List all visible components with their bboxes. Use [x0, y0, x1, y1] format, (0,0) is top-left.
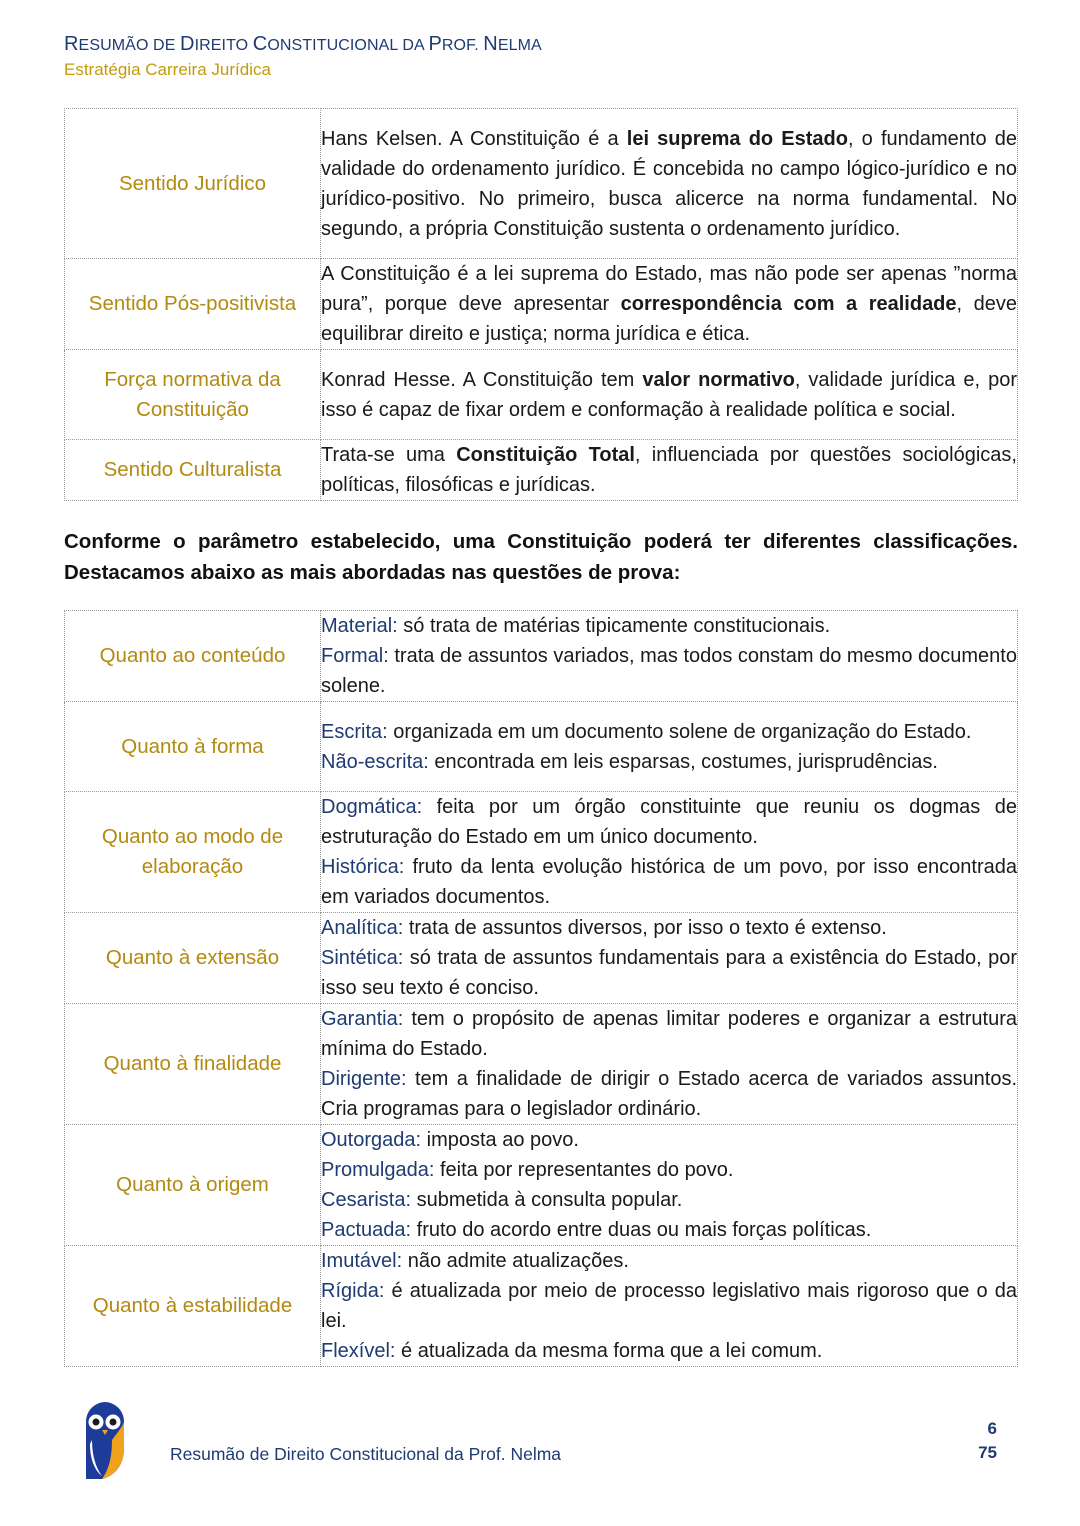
classification-text: encontrada em leis esparsas, costumes, jurisprudências. — [428, 750, 938, 773]
classification-table — [64, 610, 1018, 1367]
classification-row — [65, 1246, 1018, 1367]
title-initial: D — [180, 33, 195, 55]
classification-text: trata de assuntos diversos, por isso o texto é extenso. — [403, 917, 887, 939]
classification-row — [65, 1125, 1018, 1246]
title-initial: N — [483, 33, 498, 55]
classification-item — [321, 611, 1017, 641]
classification-item — [321, 1336, 1017, 1366]
title-initial: P — [428, 33, 442, 55]
classification-label: Quanto à origem — [65, 1125, 321, 1246]
description-text: Konrad Hesse. A Constituição tem — [321, 368, 643, 391]
description-text: , o fundamento de validade do ordenamento jurídico. É concebida no campo lógico-jurídico e no jurídico-positivo. No primeiro, busca alicerce na norma fundamental. No segundo, a própria Constituição sustenta o ordenamento jurídico. — [321, 127, 1017, 240]
classification-term: Cesarista: — [321, 1189, 412, 1211]
classification-term: Sintética: — [321, 947, 404, 969]
description-text: , influenciada por questões sociológicas, políticas, filosóficas e jurídicas. — [321, 444, 1017, 496]
classification-term: Histórica: — [321, 856, 405, 878]
classification-term: Formal: — [321, 645, 389, 667]
classification-term: Dogmática: — [321, 796, 423, 818]
classification-item — [321, 1125, 1017, 1155]
classification-item — [321, 852, 1017, 912]
classification-term: Garantia: — [321, 1008, 404, 1030]
description-text: , deve equilibrar direito e justiça; norma jurídica e ética. — [321, 293, 1017, 345]
classification-term: Imutável: — [321, 1250, 403, 1272]
concept-description — [321, 259, 1018, 350]
classification-term: Outorgada: — [321, 1129, 422, 1151]
concept-description — [321, 440, 1018, 501]
classification-text: tem o propósito de apenas limitar poderes e organizar a estrutura mínima do Estado. — [321, 1008, 1017, 1060]
concept-description — [321, 350, 1018, 440]
title-smallcaps: ONSTITUCIONAL DA — [267, 37, 429, 54]
classification-text: é atualizada da mesma forma que a lei comum. — [395, 1340, 823, 1362]
classification-label: Quanto à finalidade — [65, 1004, 321, 1125]
classification-item — [321, 1215, 1017, 1245]
classification-text: organizada em um documento solene de organização do Estado. — [387, 720, 972, 743]
classification-text: tem a finalidade de dirigir o Estado acerca de variados assuntos. Cria programas para o legislador ordinário. — [321, 1068, 1017, 1120]
classification-item — [321, 1246, 1017, 1276]
emphasis-text: lei suprema do Estado — [626, 127, 848, 150]
page-number: 6 — [987, 1419, 997, 1438]
owl-logo-icon — [82, 1400, 128, 1480]
classification-item — [321, 1155, 1017, 1185]
classification-description — [321, 1004, 1018, 1125]
title-initial: C — [252, 33, 268, 55]
classification-term: Dirigente: — [321, 1068, 407, 1090]
footer-title: Resumão de Direito Constitucional da Prof. Nelma — [170, 1444, 562, 1464]
classification-row — [65, 702, 1018, 792]
classification-term: Flexível: — [321, 1340, 396, 1362]
classification-label: Quanto à forma — [65, 702, 321, 792]
concept-label: Sentido Culturalista — [65, 440, 321, 501]
classification-description — [321, 1246, 1018, 1367]
classification-term: Não-escrita: — [321, 750, 429, 773]
title-smallcaps: IREITO — [194, 37, 253, 54]
classification-label: Quanto ao conteúdo — [65, 611, 321, 702]
classification-text: imposta ao povo. — [421, 1129, 579, 1151]
title-smallcaps: ESUMÃO DE — [78, 37, 181, 54]
description-text: , validade jurídica e, por isso é capaz de fixar ordem e conformação à realidade política e social. — [321, 368, 1017, 421]
emphasis-text: valor normativo — [642, 368, 795, 391]
classification-row — [65, 1004, 1018, 1125]
classification-item — [321, 1004, 1017, 1064]
classification-term: Promulgada: — [321, 1159, 435, 1181]
classification-term: Escrita: — [321, 720, 388, 743]
classification-description — [321, 1125, 1018, 1246]
classification-text: só trata de assuntos fundamentais para a existência do Estado, por isso seu texto é conciso. — [321, 947, 1017, 999]
emphasis-text: correspondência com a realidade — [620, 293, 957, 315]
classification-text: trata de assuntos variados, mas todos constam do mesmo documento solene. — [321, 645, 1017, 697]
classification-text: submetida à consulta popular. — [411, 1189, 683, 1211]
concept-label: Sentido Pós-positivista — [65, 259, 321, 350]
concept-label: Força normativa da Constituição — [65, 350, 321, 440]
classification-description — [321, 702, 1018, 792]
classification-description — [321, 913, 1018, 1004]
description-text: Hans Kelsen. A Constituição é a — [321, 127, 627, 150]
classification-item — [321, 913, 1017, 943]
classification-term: Material: — [321, 615, 398, 637]
classification-label: Quanto à estabilidade — [65, 1246, 321, 1367]
classification-item — [321, 792, 1017, 852]
total-pages: 75 — [978, 1443, 997, 1462]
emphasis-text: Constituição Total — [456, 444, 635, 466]
concept-row — [65, 109, 1018, 259]
title-initial: R — [64, 33, 79, 55]
classification-row — [65, 913, 1018, 1004]
classification-text: não admite atualizações. — [402, 1250, 629, 1272]
classification-item — [321, 1185, 1017, 1215]
classification-item — [321, 1276, 1017, 1336]
classification-item — [321, 641, 1017, 701]
classification-item — [321, 747, 1017, 777]
document-header-title — [64, 33, 542, 56]
classification-description — [321, 792, 1018, 913]
classification-item — [321, 943, 1017, 1003]
title-smallcaps: ELMA — [497, 37, 542, 54]
classification-text: fruto da lenta evolução histórica de um povo, por isso encontrada em variados documentos. — [321, 856, 1017, 908]
classification-term: Pactuada: — [321, 1219, 412, 1241]
document-header-subtitle: Estratégia Carreira Jurídica — [64, 60, 271, 79]
classification-term: Analítica: — [321, 917, 404, 939]
concept-row — [65, 350, 1018, 440]
classification-text: feita por um órgão constituinte que reuniu os dogmas de estruturação do Estado em um único documento. — [321, 796, 1017, 848]
classification-text: fruto do acordo entre duas ou mais forças políticas. — [411, 1219, 872, 1241]
classification-text: só trata de matérias tipicamente constitucionais. — [397, 615, 831, 637]
classification-term: Rígida: — [321, 1280, 385, 1302]
classification-text: feita por representantes do povo. — [434, 1159, 734, 1181]
classification-item — [321, 1064, 1017, 1124]
concept-description — [321, 109, 1018, 259]
description-text: Trata-se uma — [321, 444, 457, 466]
concept-row — [65, 440, 1018, 501]
classification-description — [321, 611, 1018, 702]
classification-row — [65, 792, 1018, 913]
classification-label: Quanto ao modo de elaboração — [65, 792, 321, 913]
concept-label: Sentido Jurídico — [65, 109, 321, 259]
classification-item — [321, 717, 1017, 747]
classification-text: é atualizada por meio de processo legislativo mais rigoroso que o da lei. — [321, 1280, 1017, 1332]
classification-label: Quanto à extensão — [65, 913, 321, 1004]
concept-table — [64, 108, 1018, 501]
description-text: A Constituição é a lei suprema do Estado, mas não pode ser apenas ”norma pura”, porque deve apresentar — [321, 263, 1017, 315]
intro-paragraph: Conforme o parâmetro estabelecido, uma Constituição poderá ter diferentes classificações. Destacamos abaixo as mais abordadas nas questões de prova: — [64, 530, 1018, 584]
concept-row — [65, 259, 1018, 350]
classification-row — [65, 611, 1018, 702]
title-smallcaps: ROF. — [441, 37, 484, 54]
